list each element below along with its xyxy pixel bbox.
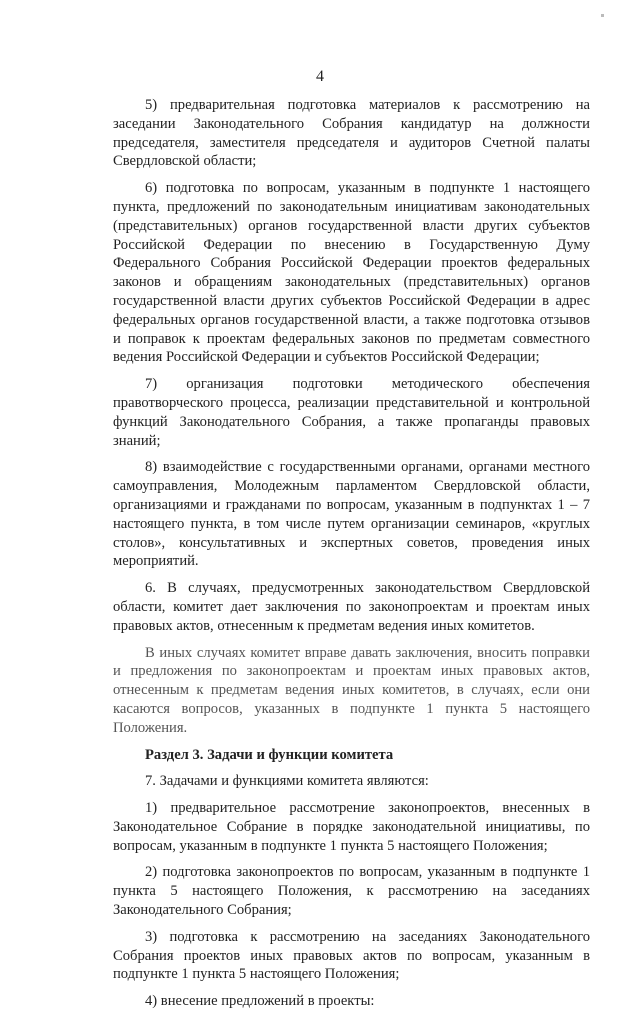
item-7: 7. Задачами и функциями комитета являются:	[145, 773, 429, 790]
task-1: 1) предварительное рассмотрение законопроектов, внесенных в Законодательное Собрание в порядке законодательной инициативы, по вопросам, указанным в подпункте 1 пункта 5 настоящего Положения;	[113, 800, 590, 854]
task-4: 4) внесение предложений в проекты:	[145, 993, 375, 1010]
page-number: 4	[316, 68, 324, 85]
paragraph-6: 6) подготовка по вопросам, указанным в подпункте 1 настоящего пункта, предложений по законодательным инициативам законодательных (представительных) органов государственной власти других субъектов Российской Федерации по внесению в Государственную Думу Федерального Собрания Российской Федерации проектов федеральных законов и обращениям законодательных (представительных) органов государственной власти других субъектов Российской Федерации в адрес федеральных органов государственной власти, а также подготовка отзывов и поправок к проектам федеральных законов по предметам совместного ведения Российской Федерации и субъектов Российской Федерации;	[113, 180, 590, 366]
scan-speck	[601, 14, 604, 17]
task-2: 2) подготовка законопроектов по вопросам, указанным в подпункте 1 пункта 5 настоящего Положения, к рассмотрению на заседаниях Законодательного Собрания;	[113, 864, 590, 919]
other-cases-paragraph: В иных случаях комитет вправе давать заключения, вносить поправки и предложения по законопроектам и проектам иных правовых актов, отнесенным к предметам ведения иных комитетов, в случаях, если они касаются вопросов, указанных в подпункте 1 пункта 5 настоящего Положения.	[113, 644, 590, 736]
task-3: 3) подготовка к рассмотрению на заседаниях Законодательного Собрания проектов иных правовых актов по вопросам, указанным в подпункте 1 пункта 5 настоящего Положения;	[113, 928, 590, 983]
paragraph-7: 7) организация подготовки методического обеспечения правотворческого процесса, реализации представительной и контрольной функций Законодательного Собрания, а также пропаганды правовых знаний;	[113, 376, 590, 449]
document-body	[113, 96, 590, 1019]
paragraph-8: 8) взаимодействие с государственными органами, органами местного самоуправления, Молодежным парламентом Свердловской области, организациями и гражданами по вопросам, указанным в подпунктах 1 – 7 настоящего пункта, в том числе путем организации семинаров, «круглых столов», консультативных и экспертных советов, проведения иных мероприятий.	[113, 459, 590, 570]
item-6: 6. В случаях, предусмотренных законодательством Свердловской области, комитет дает заключения по законопроектам и проектам иных правовых актов, отнесенным к предметам ведения иных комитетов.	[113, 580, 590, 634]
paragraph-5: 5) предварительная подготовка материалов к рассмотрению на заседании Законодательного Собрания кандидатур на должности председателя, заместителя председателя и аудиторов Счетной палаты Свердловской области;	[113, 97, 590, 170]
section-3-heading: Раздел 3. Задачи и функции комитета	[145, 746, 394, 763]
